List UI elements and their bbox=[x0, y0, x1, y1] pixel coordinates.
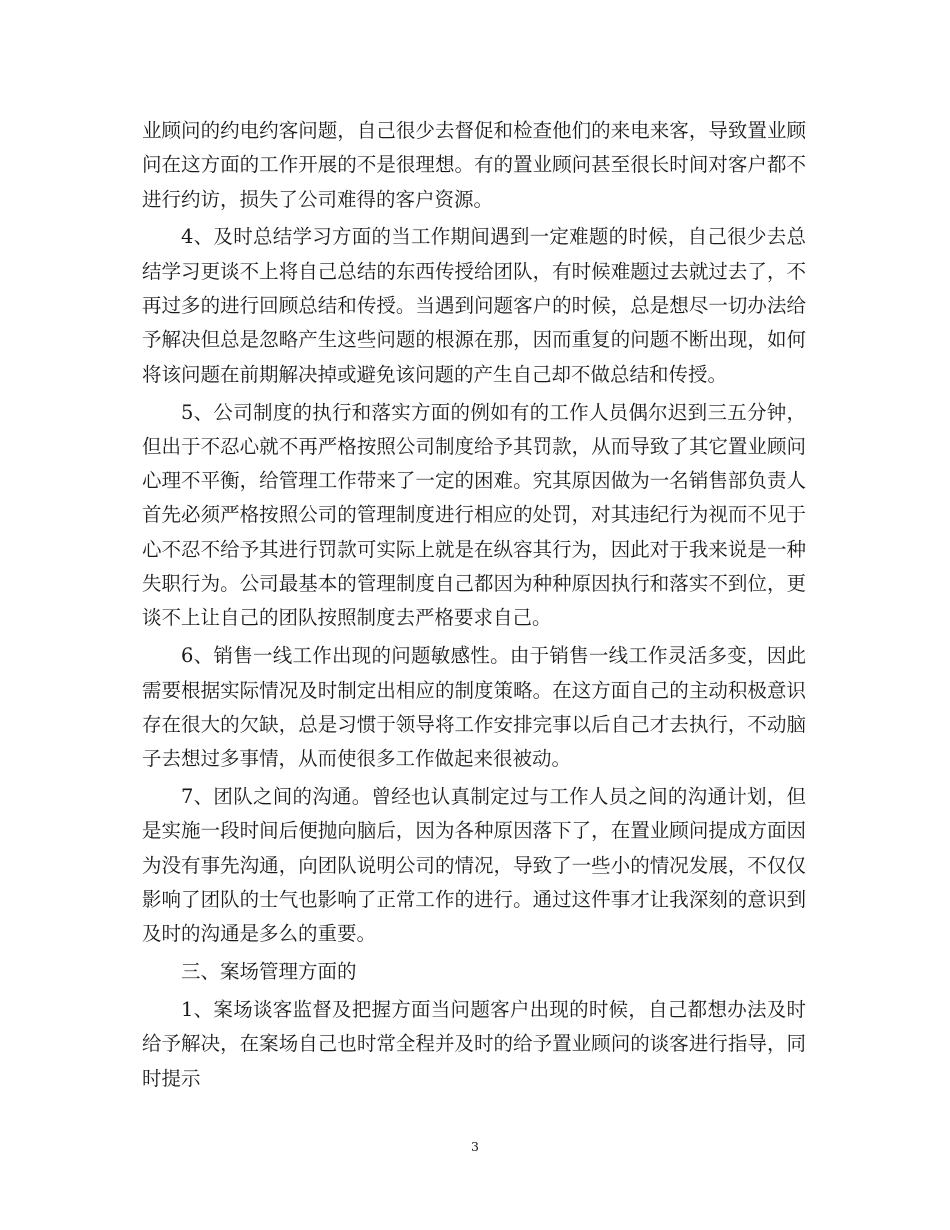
paragraph-continuation: 业顾问的约电约客问题，自己很少去督促和检查他们的来电来客，导致置业顾问在这方面的工作开展的不是很理想。有的置业顾问甚至很长时间对客户都不进行约访，损失了公司难得的客户资源。 bbox=[142, 119, 806, 211]
paragraph-item-4: 4、及时总结学习方面的当工作期间遇到一定难题的时候，自己很少去总结学习更谈不上将自己总结的东西传授给团队，有时候难题过去就过去了，不再过多的进行回顾总结和传授。当遇到问题客户的时候，总是想尽一切办法给予解决但总是忽略产生这些问题的根源在那，因而重复的问题不断出现，如何将该问题在前期解决掉或避免该问题的产生自己却不做总结和传授。 bbox=[142, 225, 806, 386]
paragraph-item-5: 5、公司制度的执行和落实方面的例如有的工作人员偶尔迟到三五分钟，但出于不忍心就不再严格按照公司制度给予其罚款，从而导致了其它置业顾问心理不平衡，给管理工作带来了一定的困难。究其原因做为一名销售部负责人首先必须严格按照公司的管理制度进行相应的处罚，对其违纪行为视而不见于心不忍不给予其进行罚款可实际上就是在纵容其行为，因此对于我来说是一种失职行为。公司最基本的管理制度自己都因为种种原因执行和落实不到位，更谈不上让自己的团队按照制度去严格要求自己。 bbox=[142, 400, 806, 630]
paragraph-item-6: 6、销售一线工作出现的问题敏感性。由于销售一线工作灵活多变，因此需要根据实际情况及时制定出相应的制度策略。在这方面自己的主动积极意识存在很大的欠缺，总是习惯于领导将工作安排完事以后自己才去执行，不动脑子去想过多事情，从而使很多工作做起来很被动。 bbox=[142, 644, 806, 771]
page-number: 3 bbox=[471, 1139, 479, 1154]
paragraph-item-7: 7、团队之间的沟通。曾经也认真制定过与工作人员之间的沟通计划，但是实施一段时间后便抛向脑后，因为各种原因落下了，在置业顾问提成方面因为没有事先沟通，向团队说明公司的情况，导致了一些小的情况发展，不仅仅影响了团队的士气也影响了正常工作的进行。通过这件事才让我深刻的意识到及时的沟通是多么的重要。 bbox=[142, 785, 806, 946]
paragraph-item-1: 1、案场谈客监督及把握方面当问题客户出现的时候，自己都想办法及时给予解决，在案场自己也时常全程并及时的给予置业顾问的谈客进行指导，同时提示 bbox=[142, 997, 806, 1090]
document-body bbox=[142, 114, 806, 1096]
section-heading-3: 三、案场管理方面的 bbox=[181, 960, 357, 984]
